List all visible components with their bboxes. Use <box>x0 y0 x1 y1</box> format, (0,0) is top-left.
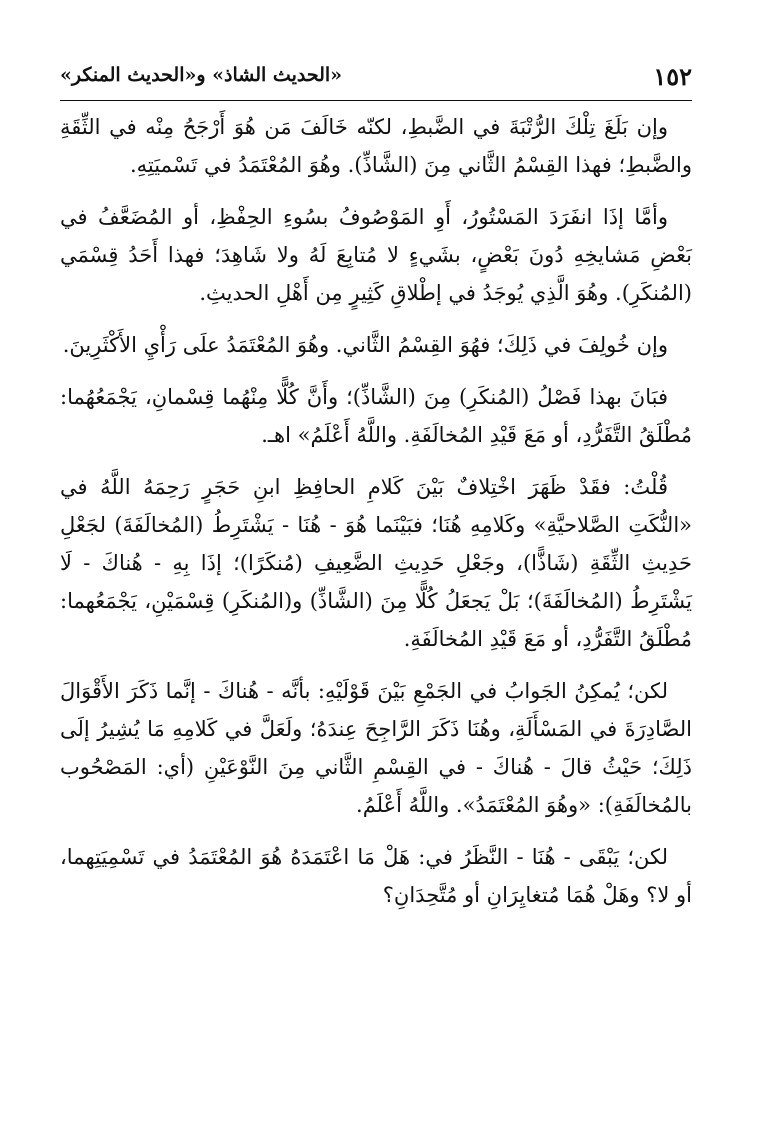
page-number: ١٥٢ <box>653 62 692 91</box>
paragraph: وإن خُولِفَ في ذَلِكَ؛ فهُوَ القِسْمُ الثَّاني. وهُوَ المُعْتَمَدُ علَى رَأْيِ الأَكْثَرِينَ. <box>62 333 668 357</box>
paragraph: قُلْتُ: فقَدْ ظَهَرَ اخْتِلافٌ بَيْنَ كَلامِ الحافِظِ ابنِ حَجَرٍ رَحِمَهُ اللَّهُ في «النُّكَتِ الصَّلاحيَّةِ» وكَلامِهِ هُنَا؛ فبَيْنَما هُوَ - هُنَا - يَشْتَرِطُ (المُخالَفَةَ) لجَعْلِ حَدِيثِ الثِّقَةِ (شَاذًّا)، وجَعْلِ حَدِيثِ الضَّعِيفِ (مُنكَرًا)؛ إذَا بِهِ - هُناكَ - لَا يَشْتَرِطُ (المُخالَفَةَ)؛ بَلْ يَجعَلُ كُلًّا مِنَ (الشَّاذِّ) و(المُنكَرِ) قِسْمَيْنِ، يَجْمَعُهما: مُطْلَقُ التَّفَرُّدِ، أو مَعَ قَيْدِ المُخالَفَةِ. <box>60 475 692 651</box>
paragraph: وإن بَلَغَ تِلْكَ الرُّتْبَةَ في الضَّبطِ، لكنّه خَالَفَ مَن هُوَ أَرْجَحُ مِنْه في الثِّقَةِ والضَّبطِ؛ فهذا القِسْمُ الثَّاني مِنَ (الشَّاذِّ). وهُوَ المُعْتَمَدُ في تَسْميَتِهِ. <box>60 115 692 177</box>
paragraph: لكن؛ يُمكِنُ الجَوابُ في الجَمْعِ بَيْنَ قَوْلَيْهِ: بأنَّه - هُناكَ - إنَّما ذَكَرَ الأَقْوَالَ الصَّادِرَةَ في المَسْأَلَةِ، وهُنَا ذَكَرَ الرَّاجِحَ عِندَهُ؛ ولَعَلَّ في كَلامِهِ مَا يُشِيرُ إلَى ذَلِكَ؛ حَيْثُ قالَ - هُناكَ - في القِسْمِ الثَّاني مِنَ النَّوْعَيْنِ (أي: المَصْحُوب بالمُخالَفَةِ): «وهُوَ المُعْتَمَدُ». واللَّهُ أَعْلَمُ. <box>60 679 692 817</box>
header-divider <box>60 100 692 101</box>
paragraph: فبَانَ بهذا فَصْلُ (المُنكَرِ) مِنَ (الشَّاذِّ)؛ وأَنَّ كُلًّا مِنْهُما قِسْمانِ، يَجْمَعُهُما: مُطْلَقُ التَّفَرُّدِ، أو مَعَ قَيْدِ المُخالَفَةِ. واللَّهُ أَعْلَمُ» اهـ. <box>60 385 692 447</box>
body-text <box>60 108 692 914</box>
paragraph: وأمَّا إذَا انفَرَدَ المَسْتُورُ، أَوِ المَوْصُوفُ بسُوءِ الحِفْظِ، أو المُضَعَّفُ في بَعْضِ مَشايخِهِ دُونَ بَعْضٍ، بشَيءٍ لا مُتابِعَ لَهُ ولا شَاهِدَ؛ فهذا أَحَدُ قِسْمَي (المُنكَرِ). وهُوَ الَّذِي يُوجَدُ في إطْلاقِ كَثِيرٍ مِن أَهْلِ الحديثِ. <box>60 205 692 305</box>
page-header <box>60 58 692 98</box>
running-title: «الحديث الشاذ» و«الحديث المنكر» <box>60 64 343 86</box>
paragraph: لكن؛ يَبْقَى - هُنَا - النَّظَرُ في: هَلْ مَا اعْتَمَدَهُ هُوَ المُعْتَمَدُ في تَسْمِيَتِهما، أو لا؟ وهَلْ هُمَا مُتغايِرَانِ أو مُتَّحِدَانِ؟ <box>60 845 692 907</box>
